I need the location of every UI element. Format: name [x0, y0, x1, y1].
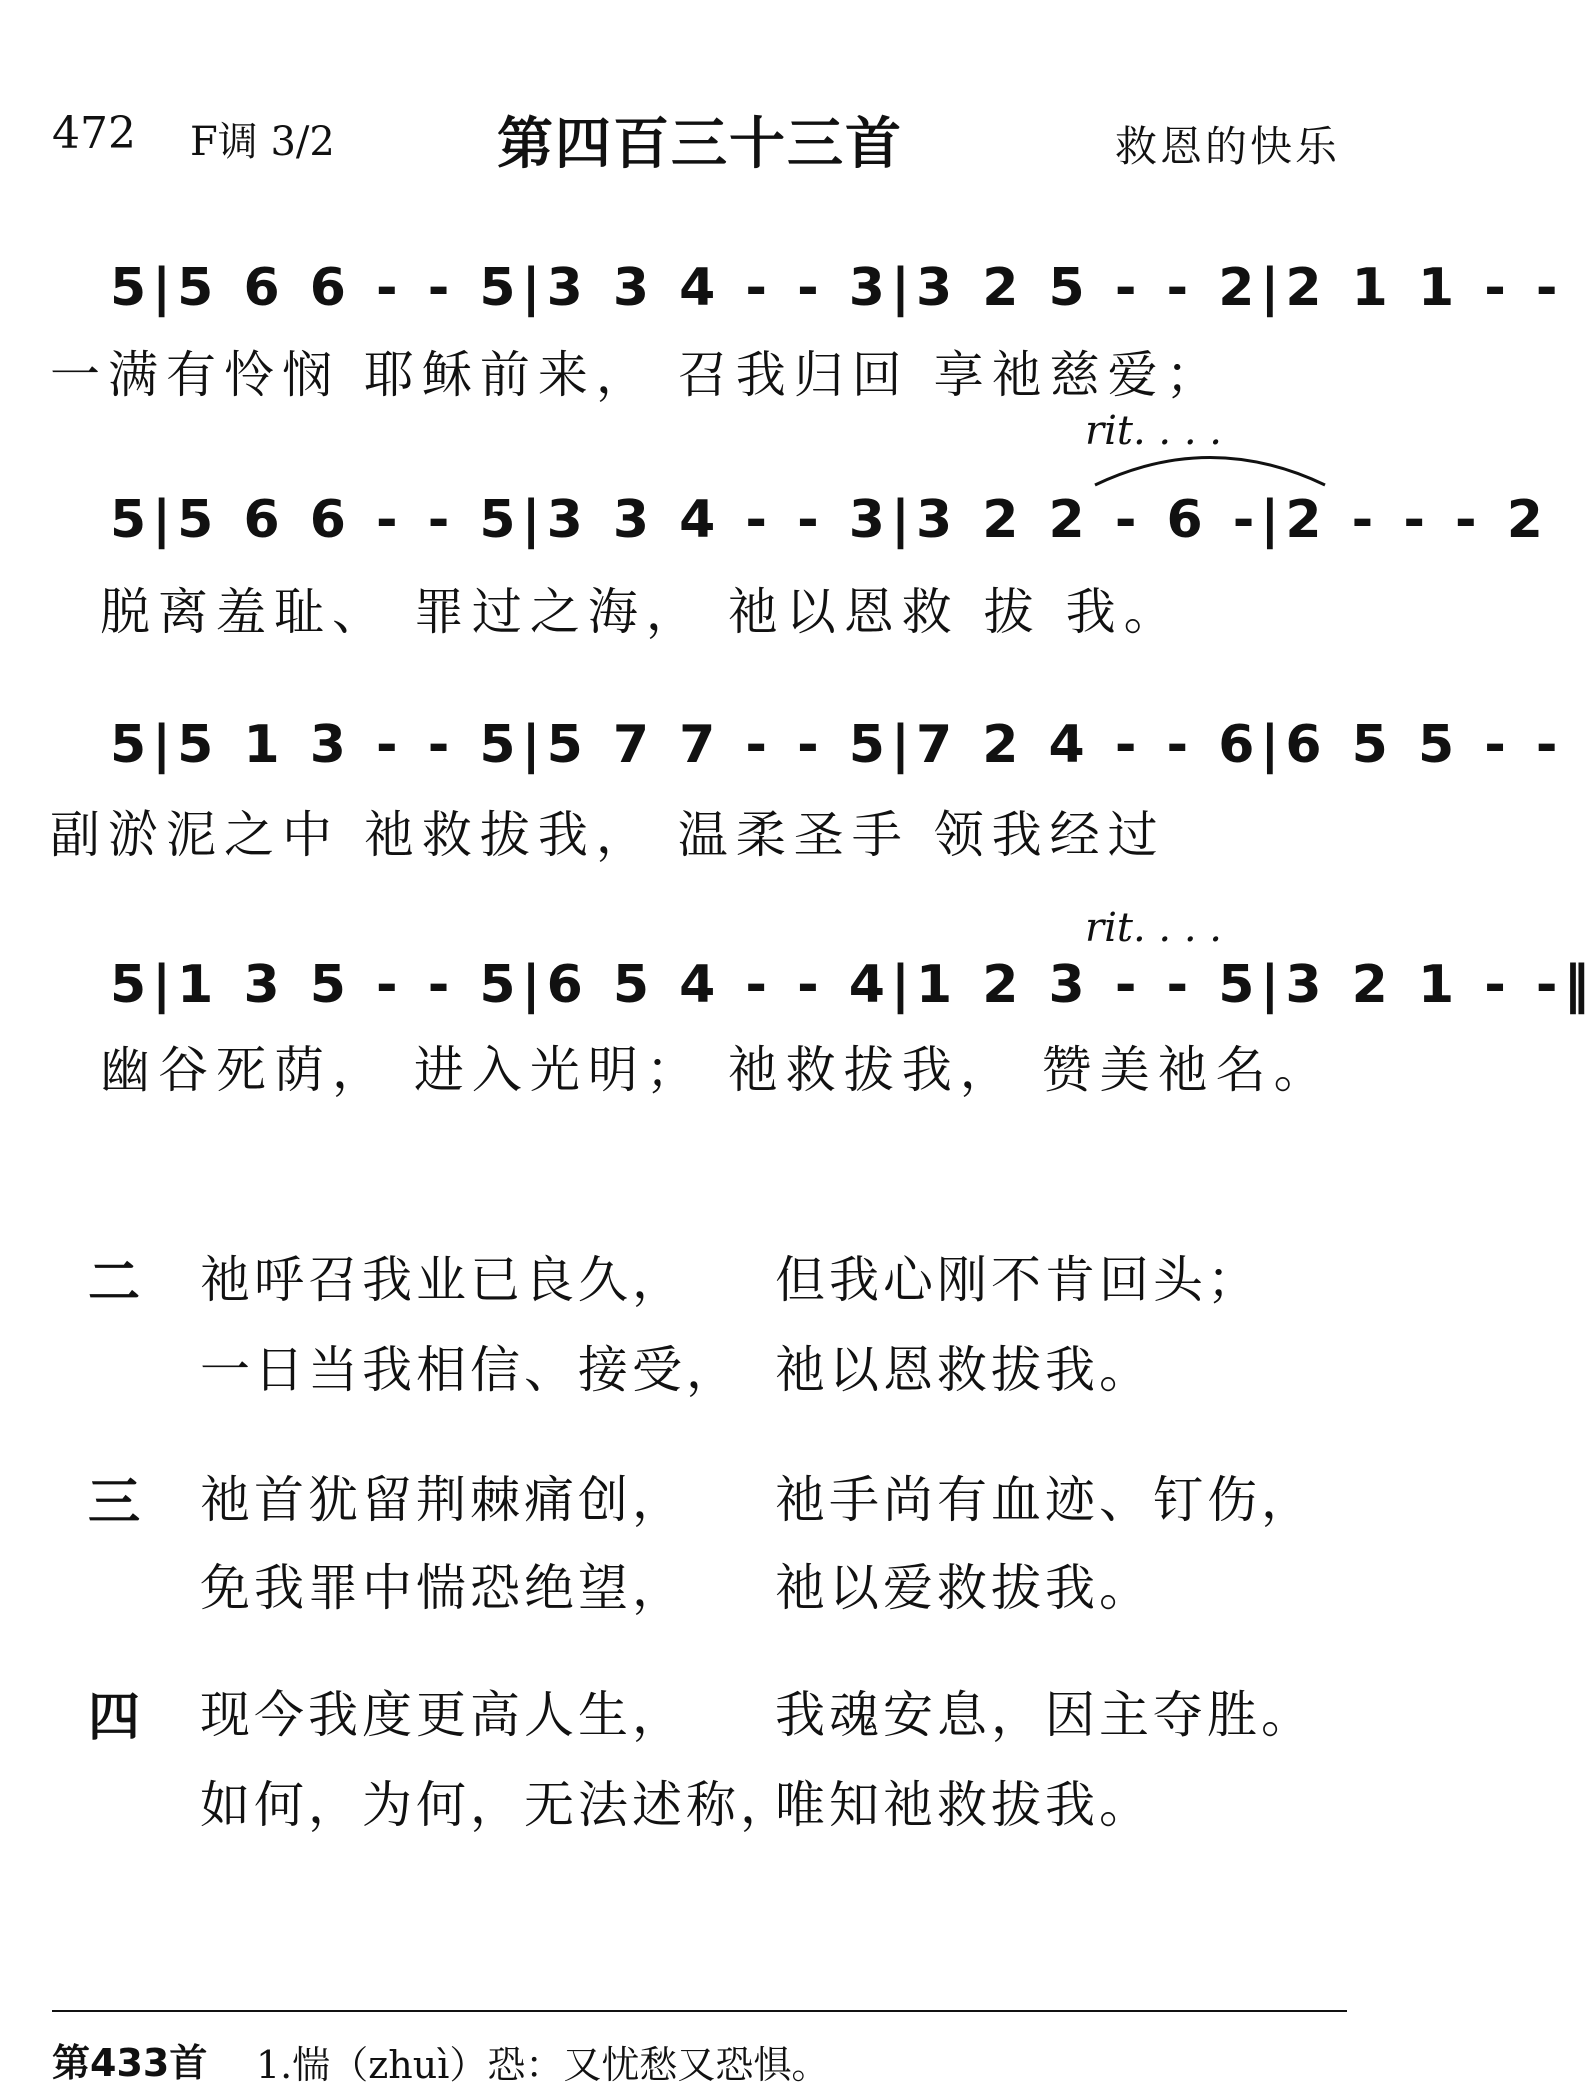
verse-3-line-4: 祂以爱救拔我。	[775, 1559, 1153, 1617]
verse-4-line-3: 如何，为何，无法述称，	[200, 1776, 794, 1834]
footnote: 1.惴（zhuì）恐：又忧愁又恐惧。	[256, 2043, 830, 2087]
notation-text: 5|5 6 6 - - 5|3 3 4 - - 3|3 2 5 - - 2|2 1 1 - -	[110, 258, 1564, 318]
notation-line-4	[0, 955, 1596, 1015]
verse-2-line-4: 祂以恩救拔我。	[775, 1341, 1153, 1399]
notation-line-3	[0, 715, 1564, 775]
verse-4-line-1: 现今我度更高人生，	[200, 1686, 686, 1744]
footer-rule	[52, 2010, 1347, 2012]
verse-4-line-2: 我魂安息，因主夺胜。	[775, 1686, 1315, 1744]
verse-number-3: 三	[88, 1473, 141, 1533]
rit-mark-2: rit. . . .	[1085, 905, 1222, 951]
key-signature: F调 3/2	[190, 119, 335, 165]
verse-number-4: 四	[88, 1688, 141, 1748]
verse-3-line-3: 免我罪中惴恐绝望，	[200, 1559, 686, 1617]
verse-2-line-2: 但我心刚不肯回头；	[775, 1251, 1261, 1309]
hymn-number: 472	[52, 108, 136, 159]
hymn-title: 第四百三十三首	[497, 112, 903, 177]
rit-mark-1: rit. . . .	[1085, 408, 1222, 454]
lyric-line-3: 副淤泥之中 祂救拔我， 温柔圣手 领我经过	[50, 806, 1166, 864]
verse-3-line-2: 祂手尚有血迹、钉伤，	[775, 1471, 1315, 1529]
hymn-subtitle: 救恩的快乐	[1114, 122, 1340, 171]
verse-2-line-3: 一日当我相信、接受，	[200, 1341, 740, 1399]
notation-line-1	[0, 258, 1564, 318]
verse-3-line-1: 祂首犹留荆棘痛创，	[200, 1471, 686, 1529]
lyric-line-1: 一满有怜悯 耶稣前来， 召我归回 享祂慈爱；	[50, 346, 1224, 404]
verse-4-line-4: 唯知祂救拔我。	[775, 1776, 1153, 1834]
lyric-line-4: 幽谷死荫， 进入光明； 祂救拔我， 赞美祂名。	[100, 1041, 1332, 1099]
footer-label: 第433首	[52, 2041, 208, 2085]
notation-line-2	[0, 490, 1549, 550]
lyric-line-2: 脱离羞耻、 罪过之海， 祂以恩救 拔 我。	[100, 583, 1182, 641]
notation-text: 5|5 6 6 - - 5|3 3 4 - - 3|3 2 2 - 6 -|2 - - - 2	[110, 490, 1549, 550]
verse-number-2: 二	[88, 1253, 141, 1313]
slur-arc	[1090, 440, 1330, 490]
notation-text: 5|5 1 3 - - 5|5 7 7 - - 5|7 2 4 - - 6|6 5 5 - -	[110, 715, 1564, 775]
notation-text: 5|1 3 5 - - 5|6 5 4 - - 4|1 2 3 - - 5|3 2 1 - -‖	[110, 955, 1596, 1015]
verse-2-line-1: 祂呼召我业已良久，	[200, 1251, 686, 1309]
